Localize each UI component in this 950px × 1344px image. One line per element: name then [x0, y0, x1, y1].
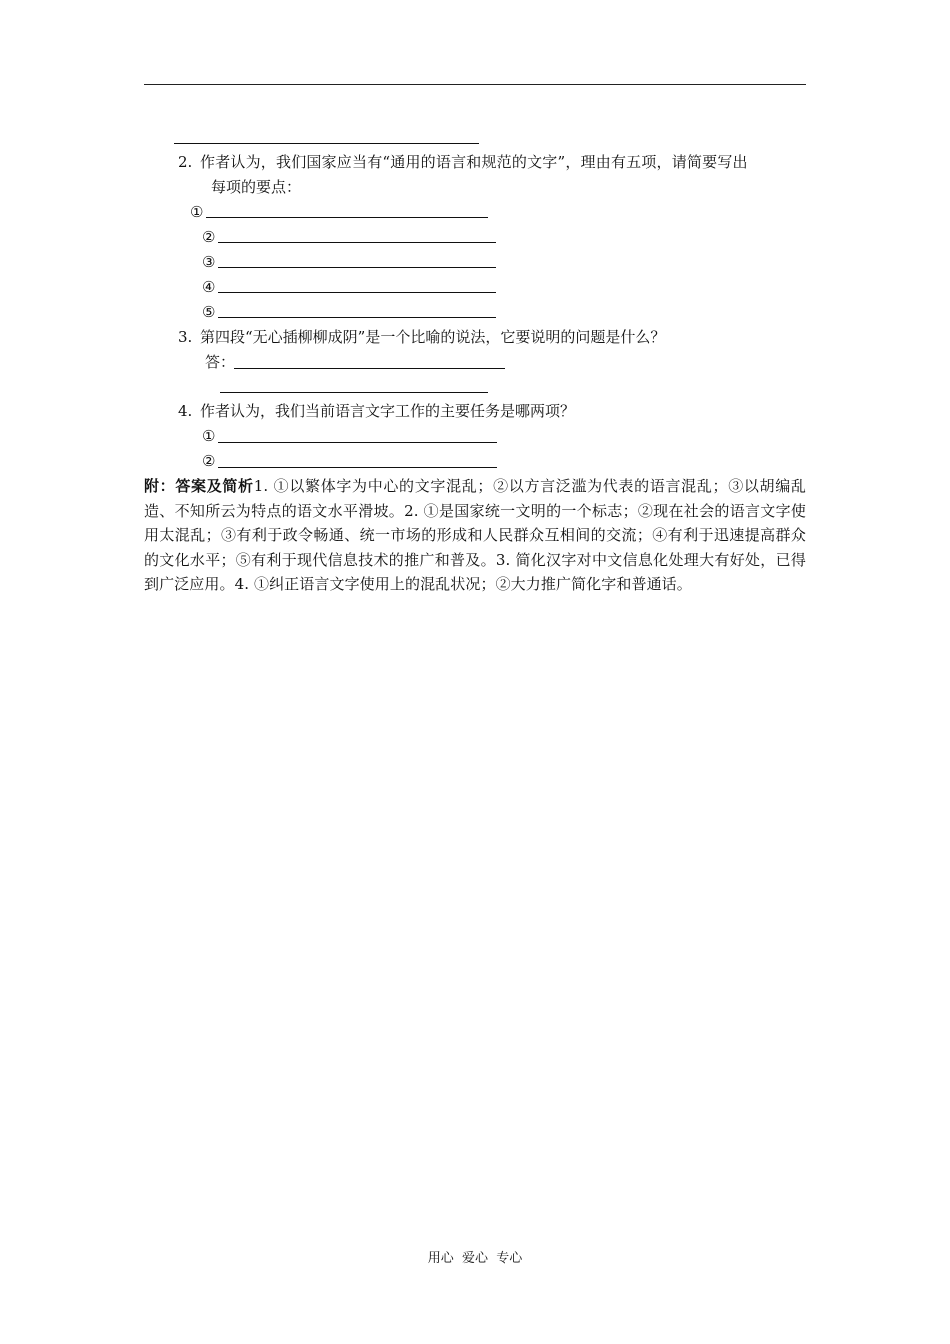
- page-footer: 用心 爱心 专心: [427, 1251, 523, 1266]
- q4-marker-1: ①: [202, 427, 216, 445]
- q2-text-line2: 每项的要点：: [211, 178, 302, 196]
- q2-answer-line-2: [218, 242, 496, 243]
- answer-key-text: 1. ①以繁体字为中心的文字混乱；②以方言泛滥为代表的语言混乱；③以胡编乱造、不知所云为特点的语文水平滑坡。2. ①是国家统一文明的一个标志；②现在社会的语言文字使用太混乱；③有利于政令畅通、统一市场的形成和人民群众互相间的交流；④有利于迅速提高群众的文化水平；⑤有利于现代信息技术的推广和普及。3. 简化汉字对中文信息化处理大有好处，已得到广泛应用。4. ①纠正语言文字使用上的混乱状况；②大力推广简化字和普通话。: [144, 477, 806, 594]
- q2-marker-5: ⑤: [202, 303, 216, 321]
- q1-answer-line: [174, 143, 479, 144]
- q4-number: 4.: [178, 402, 193, 420]
- q2-answer-line-1: [206, 217, 488, 218]
- q3-answer-line-2: [220, 392, 488, 393]
- answer-key-label: 附：答案及简析: [144, 477, 254, 495]
- q2-number: 2.: [178, 153, 193, 171]
- q2-answer-line-5: [218, 317, 496, 318]
- q2-answer-line-4: [218, 292, 496, 293]
- q2-marker-3: ③: [202, 253, 216, 271]
- q2-marker-2: ②: [202, 228, 216, 246]
- q2-marker-4: ④: [202, 278, 216, 296]
- q3-answer-line-1: [234, 368, 505, 369]
- q4-answer-line-1: [218, 442, 497, 443]
- q4-answer-line-2: [218, 467, 497, 468]
- q4-text: 作者认为，我们当前语言文字工作的主要任务是哪两项？: [200, 402, 576, 420]
- q4-marker-2: ②: [202, 452, 216, 470]
- header-rule: [144, 84, 806, 85]
- q2-text-line1: 作者认为，我们国家应当有“通用的语言和规范的文字”，理由有五项，请简要写出: [200, 153, 748, 171]
- q3-number: 3.: [178, 328, 193, 346]
- q2-answer-line-3: [218, 267, 496, 268]
- answer-key: [144, 474, 806, 597]
- q3-text: 第四段“无心插柳柳成阴”是一个比喻的说法，它要说明的问题是什么？: [200, 328, 666, 346]
- q2-marker-1: ①: [190, 203, 204, 221]
- q3-answer-label: 答：: [205, 353, 236, 371]
